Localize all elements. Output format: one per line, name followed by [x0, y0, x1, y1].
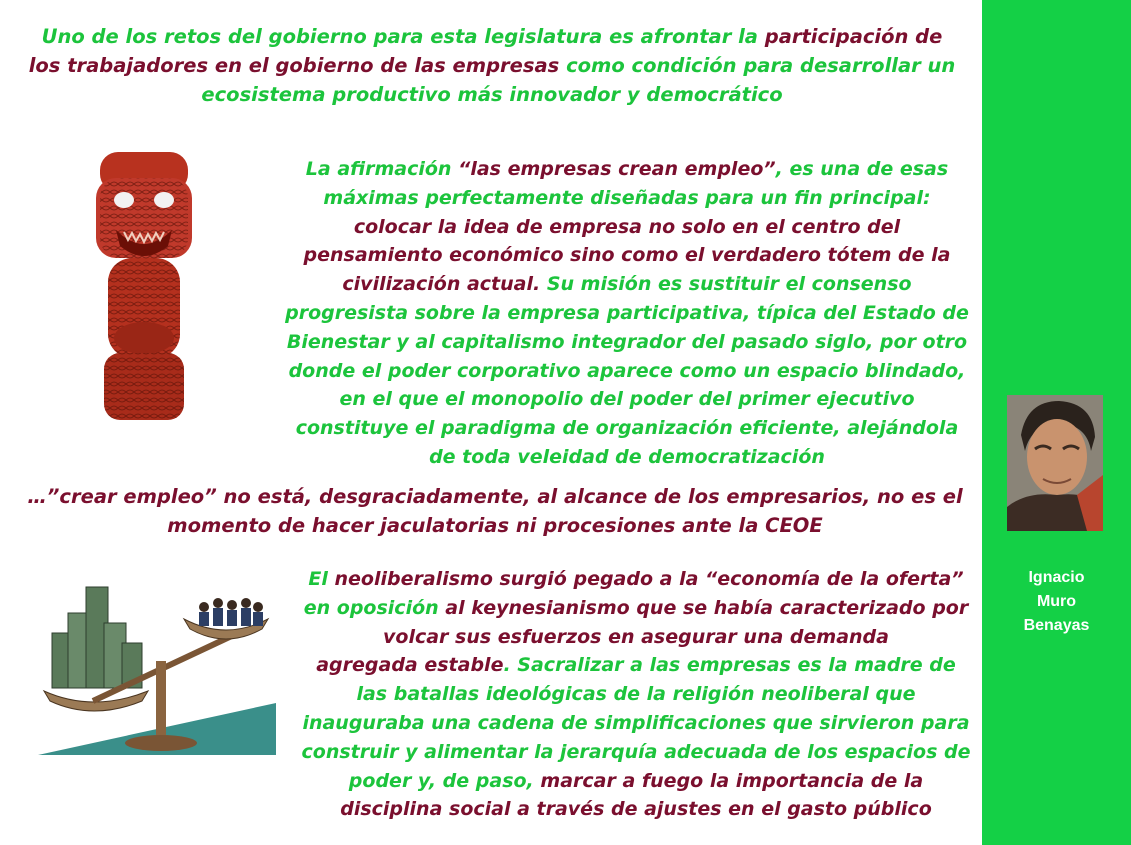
paragraph-2 — [298, 565, 974, 824]
author-middle-name: Muro — [1036, 593, 1077, 610]
author-last-name: Benayas — [1023, 617, 1090, 634]
p1-part-5: Su misión es sustituir el consenso progresista sobre la empresa participativa, típica del Estado de Bienestar y al capitalismo integrador del pasado siglo, por otro donde el poder corporativo aparece como un espacio blindado, en el que el monopolio del poder del primer ejecutivo constituye el paradigma de organización eficiente, alejándola de toda veleidad de democratización — [285, 273, 969, 468]
intro-text — [28, 22, 956, 109]
p1-part-3: , es una de esas máximas perfectamente diseñadas para un fin principal: — [323, 158, 949, 209]
p2-part-1: El — [308, 568, 335, 590]
intro-part-2: participación de los trabajadores en el gobierno de las empresas — [28, 25, 943, 77]
p2-part-7: marcar a fuego la importancia de la disciplina social a través de ajustes en el gasto público — [340, 769, 932, 821]
p2-part-3: en oposición — [303, 596, 446, 619]
balance-scale-icon — [38, 583, 276, 755]
author-name — [982, 566, 1131, 638]
intro-part-1: Uno de los retos del gobierno para esta legislatura es afrontar la — [41, 25, 765, 48]
intro-part-3: como condición para desarrollar un ecosistema productivo más innovador y democrático — [201, 54, 956, 106]
author-first-name: Ignacio — [1028, 569, 1085, 586]
p2-part-5: agregada estable — [316, 654, 504, 677]
p2-part-6: . Sacralizar a las empresas es la madre de las batallas ideológicas de la religión neoliberal que inauguraba una cadena de simplificaciones que sirvieron para construir y alimentar la jerarquía adecuada de los espacios de poder y, de paso, — [301, 654, 971, 792]
p1-part-2: “las empresas crean empleo” — [458, 158, 776, 180]
p2-part-2: neoliberalismo surgió pegado a la “economía de la oferta” — [334, 568, 964, 590]
p1-part-1: La afirmación — [305, 158, 459, 180]
author-photo-icon — [1007, 395, 1103, 531]
sidebar — [982, 0, 1131, 845]
paragraph-1 — [285, 155, 969, 472]
p1-part-4: colocar la idea de empresa no solo en el centro del pensamiento económico sino como el verdadero tótem de la civilización actual. — [303, 215, 951, 296]
p2-part-4: al keynesianismo que se había caracterizado por volcar sus esfuerzos en asegurar una demanda — [383, 596, 969, 648]
quote-text: …”crear empleo” no está, desgraciadamente, al alcance de los empresarios, no es el momento de hacer jaculatorias ni procesiones ante la CEOE — [27, 485, 963, 537]
totem-icon — [94, 148, 194, 420]
